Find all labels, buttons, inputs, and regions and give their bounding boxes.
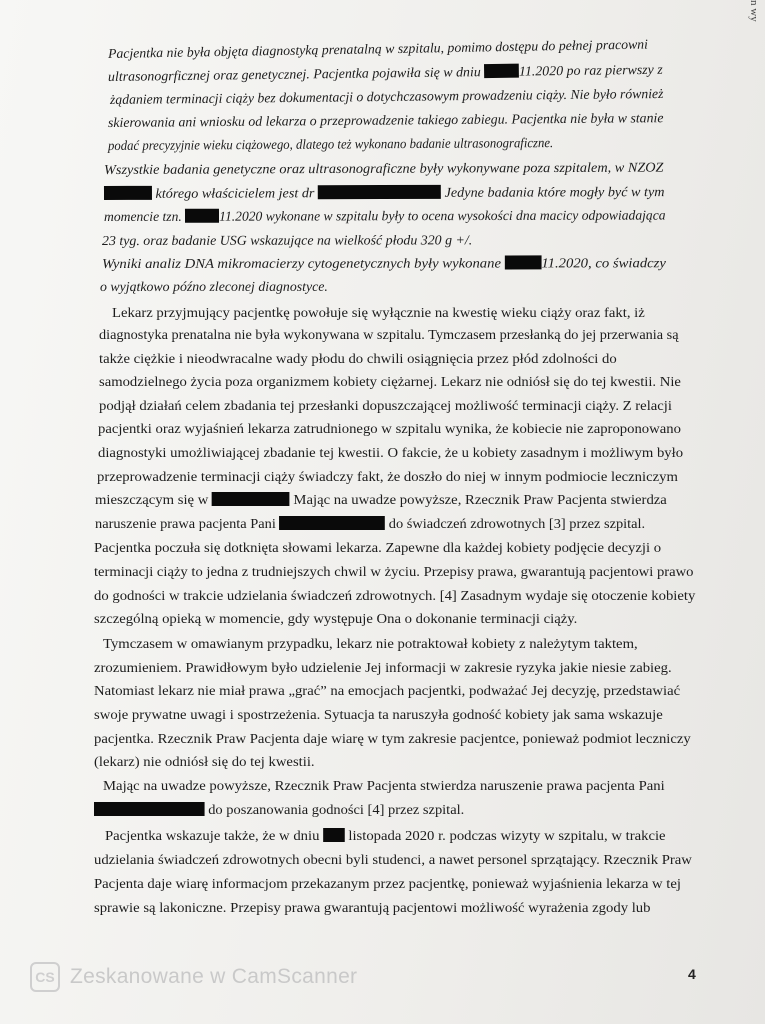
text-line	[95, 515, 645, 533]
text-span: Tymczasem w omawianym przypadku, lekarz nie potraktował kobiety z należytym taktem,	[103, 636, 638, 651]
text-span: Pacjentka poczuła się dotknięta słowami lekarza. Zapewne dla każdej kobiety podjęcie decyzji o	[94, 540, 662, 555]
camscanner-text: Zeskanowane w CamScanner	[70, 965, 358, 988]
text-span: szczególną opieką w momencie, gdy występuje Ona o dokonanie terminacji ciąży.	[94, 611, 578, 626]
text-span: skierowania ani wniosku od lekarza o przeprowadzenie takiego zabiegu. Pacjentka nie była w stanie	[107, 110, 664, 130]
text-span: także ciężkie i nieodwracalne wady płodu do chwili osiągnięcia przez płód zdolności do	[99, 351, 617, 366]
redaction-bar	[212, 492, 290, 506]
text-line	[94, 801, 464, 819]
text-span: sprawie są lakoniczne. Przepisy prawa gwarantują pacjentowi możliwość wyrażenia zgody lub	[94, 900, 651, 915]
text-line	[98, 420, 681, 438]
text-span: Mając na uwadze powyższe, Rzecznik Praw Pacjenta stwierdza naruszenie prawa pacjenta Pani	[103, 778, 665, 793]
text-span: terminacji ciąży to jedna z trudniejszych chwil w życiu. Przepisy prawa, gwarantują pacjentowi prawo	[94, 564, 694, 579]
text-span: 11.2020 po raz pierwszy z	[518, 61, 663, 79]
text-span: do poszanowania godności [4] przez szpital.	[204, 802, 465, 817]
camscanner-watermark	[30, 962, 357, 992]
text-span: swoje prywatne uwagi i spostrzeżenia. Sytuacja ta naruszyła godność kobiety jak sama wskazuje	[94, 707, 663, 722]
text-span: 11.2020 wykonane w szpitalu były to ocena wysokości dna macicy odpowiadająca	[219, 207, 666, 224]
redaction-bar	[323, 828, 345, 842]
text-span: podjął działań celem zbadania tej przesłanki dopuszczającej możliwość terminacji ciąży. Z relacji	[99, 398, 672, 413]
text-span: o wyjątkowo późno zleconej diagnostyce.	[99, 278, 328, 294]
text-line	[94, 730, 691, 748]
text-line	[94, 539, 661, 557]
text-line	[110, 85, 664, 109]
text-span: Pacjentka wskazuje także, że w dniu	[105, 828, 324, 843]
text-line	[94, 899, 650, 917]
text-span: Pacjentka nie była objęta diagnostyką prenatalną w szpitalu, pomimo dostępu do pełnej pracowni	[107, 36, 649, 61]
text-span: przeprowadzenie terminacji ciąży świadczy fakt, że doszło do niej w innym podmiocie leczniczym	[97, 469, 678, 484]
text-line	[104, 183, 665, 203]
text-line	[102, 231, 472, 250]
text-line	[108, 61, 663, 86]
text-span: momencie tzn.	[103, 208, 186, 224]
redaction-bar	[279, 516, 385, 530]
redaction-bar	[104, 186, 152, 200]
text-span: do świadczeń zdrowotnych [3] przez szpital.	[385, 516, 646, 531]
text-line	[98, 444, 683, 462]
text-span: samodzielnego życia poza organizmem kobiety ciężarnej. Lekarz nie odniósł się do tej kwestii. Nie	[99, 374, 681, 389]
redaction-bar	[94, 802, 205, 816]
text-line	[105, 827, 666, 845]
text-span: pacjentka. Rzecznik Praw Pacjenta daje wiarę w tym zakresie pacjentce, ponieważ podmiot leczniczy	[94, 731, 691, 746]
text-span: Mając na uwadze powyższe, Rzecznik Praw Pacjenta stwierdza	[289, 492, 667, 507]
text-line	[108, 109, 664, 132]
text-span: Wszystkie badania genetyczne oraz ultrasonograficzne były wykonywane poza szpitalem, w NZOZ	[103, 159, 664, 177]
text-line	[94, 659, 672, 677]
text-span: 23 tyg. oraz badanie USG wskazujące na wielkość płodu 320 g +/.	[101, 232, 473, 248]
text-span: listopada 2020 r. podczas wizyty w szpitalu, w trakcie	[344, 828, 666, 843]
text-span: Wyniki analiz DNA mikromacierzy cytogenetycznych były wykonane	[101, 255, 505, 271]
page-number: 4	[688, 966, 696, 982]
text-span: zrozumieniem. Prawidłowym było udzielenie Jej informacji w zakresie ryzyka jakie niesie zabieg.	[94, 660, 672, 675]
text-line	[99, 397, 672, 415]
text-span: udzielania świadczeń zdrowotnych obecni byli studenci, a nawet personel sprzątający. Rzecznik Praw	[94, 852, 692, 867]
text-line	[99, 373, 681, 391]
text-span: 11.2020, co świadczy	[541, 255, 666, 271]
text-span: Lekarz przyjmujący pacjentkę powołuje się wyłącznie na kwestię wieku ciąży oraz fakt, iż	[112, 305, 645, 320]
text-span: (lekarz) nie odniósł się do tej kwestii.	[94, 754, 315, 769]
text-line	[94, 875, 681, 893]
text-line	[108, 36, 648, 63]
text-span: pacjentki oraz wyjaśnień lekarza zatrudnionego w szpitalu wynika, że kobiecie nie zaproponowano	[98, 421, 681, 436]
text-line	[104, 159, 664, 179]
text-line	[94, 610, 577, 628]
text-span: ultrasonogrficznej oraz genetycznej. Pacjentka pojawiła się w dniu	[107, 64, 485, 84]
text-line	[100, 278, 328, 296]
redaction-bar	[484, 64, 519, 78]
redaction-bar	[185, 209, 219, 223]
text-span: diagnostyka prenatalna nie była wykonywana w szpitalu. Tymczasem przesłanką do jej przerwania są	[99, 327, 679, 342]
text-line	[95, 491, 667, 509]
text-span: Pacjenta daje wiarę informacjom przekazanym przez pacjentkę, ponieważ wyjaśnienia lekarza w tej	[94, 876, 681, 891]
text-span: naruszenie prawa pacjenta Pani	[95, 516, 280, 531]
text-line	[108, 134, 553, 155]
text-span: podać precyzyjnie wieku ciążowego, dlatego też wykonano badanie ultrasonograficzne.	[107, 135, 554, 153]
redaction-bar	[318, 185, 441, 199]
text-span: Natomiast lekarz nie miał prawa „grać” na emocjach pacjentki, podważać Jej decyzję, przedstawiać	[94, 683, 681, 698]
text-line	[94, 851, 692, 869]
text-line	[99, 326, 679, 344]
cut-off-edge-text: n wy	[748, 0, 760, 22]
text-line	[99, 350, 617, 368]
text-span: do godności w trakcie udzielania świadczeń zdrowotnych. [4] Zasadnym wydaje się otoczenie kobiety	[94, 588, 696, 603]
text-span: żądaniem terminacji ciąży bez dokumentacji o dotychczasowym prowadzeniu ciąży. Nie było również	[109, 85, 664, 107]
text-line	[94, 706, 663, 724]
text-line	[94, 753, 315, 771]
text-span: diagnostyki umożliwiającej zbadanie tej kwestii. O fakcie, że u kobiety zasadnym i możliwym było	[98, 445, 684, 460]
camscanner-logo-icon: CS	[30, 962, 60, 992]
text-line	[94, 563, 693, 581]
text-line	[94, 587, 695, 605]
text-span: Jedyne badania które mogły być w tym	[441, 184, 665, 200]
redaction-bar	[505, 255, 542, 269]
text-line	[104, 207, 666, 226]
text-line	[102, 254, 666, 273]
text-line	[103, 777, 665, 795]
text-span: którego właścicielem jest dr	[151, 185, 319, 201]
text-line	[97, 468, 678, 486]
text-line	[112, 304, 645, 322]
text-span: mieszczącym się w	[95, 492, 212, 507]
text-line	[94, 682, 680, 700]
text-line	[103, 635, 638, 653]
